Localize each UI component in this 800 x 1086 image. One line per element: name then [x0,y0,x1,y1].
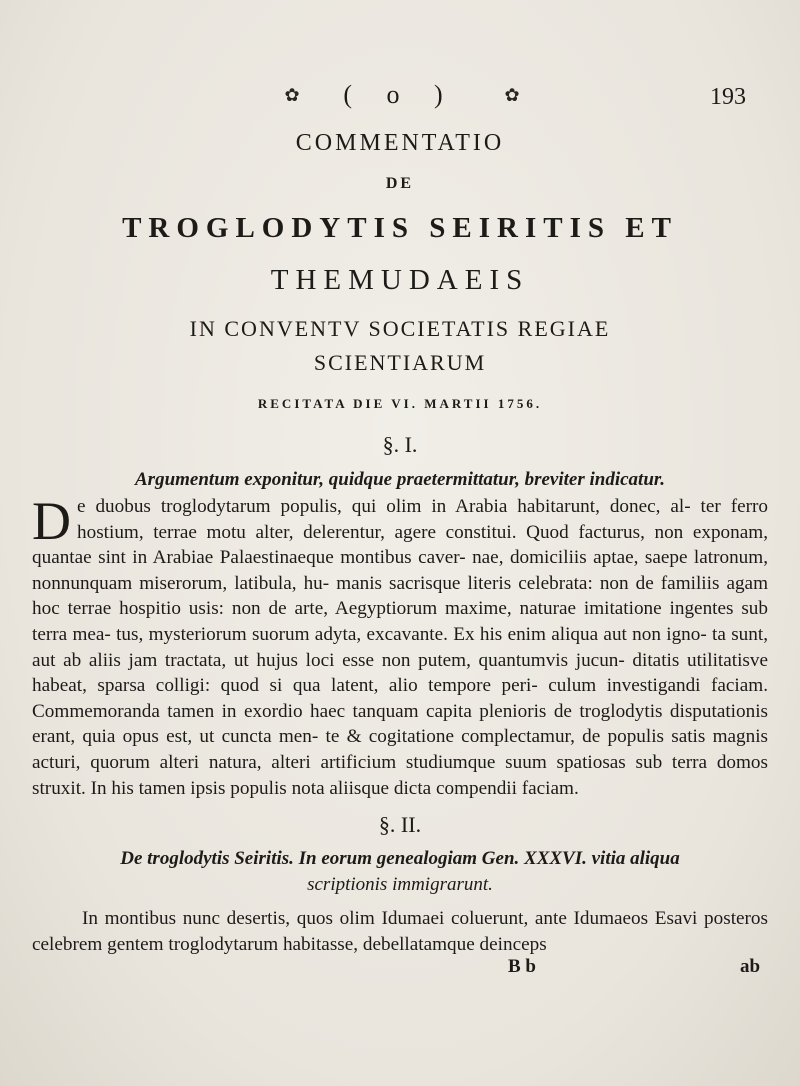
title-troglodytis: TROGLODYTIS SEIRITIS ET [122,212,678,244]
title-themudaeis: THEMUDAEIS [270,264,530,296]
section-2-paragraph: In montibus nunc desertis, quos olim Idumaei coluerunt, ante Idumaeos Esavi posteros celebrem gentem troglodytarum habitasse, debellatamque deinceps [32,908,768,955]
right-ornament-icon: ✿ [504,85,520,105]
title-scientiarum: SCIENTIARUM [313,350,487,375]
title-recitata-date: RECITATA DIE VI. MARTII 1756. [257,396,543,411]
title-de: DE [385,175,415,192]
catchword: ab [740,956,761,977]
title-conventu: IN CONVENTV SOCIETATIS REGIAE [189,316,611,341]
section-1-text: e duobus troglodytarum populis, qui olim in Arabia habitarunt, donec, al- ter ferro hostium, terrae motu alter, delerentur, agere constitui. Quod facturus, non exponam, quantae sint in Arabiae Palaestinaeque montibus caver- nae, domiciliis aptae, saepe latronum, nonnunquam miserorum, latibula, hu- manis sacrisque literis celebrata: non de familiis agam hoc terrae hospitio usis: non de arte, Aegyptiorum maxime, naturae imitatione ingentes sub terra mea- tus, mysteriorum suorum adyta, excavante. Ex his enim aliqua aut non igno- ta sunt, aut ab aliis jam tractata, ut hujus loci esse non putem, quantumvis jucun- ditatis utilitatisve habeat, sparsa colligi: quod si qua latent, alio tempore peri- culum investigandi faciam. Commemoranda tamen in exordio haec tanquam capita plenioris de troglodytis disputationis erant, quia opus est, ut cuncta men- te & cogitatione complectamur, de populis satis magnis acturi, quorum alteri natura, alteri artificium studiumque suum spatiosas sub terra domos struxit. In his tamen ipsis populis nota aliisque dicta compendii faciam. [32,496,768,799]
section-1-subtitle: Argumentum exponitur, quidque praetermittatur, breviter indicatur. [135,469,665,490]
section-2-subtitle-line1: De troglodytis Seiritis. In eorum genealogiam Gen. XXXVI. vitia aliqua [120,848,680,869]
section-1-mark: §. I. [382,432,418,457]
section-2-subtitle-line2: scriptionis immigrarunt. [307,874,493,895]
section-1-paragraph [32,491,768,801]
title-commentatio: COMMENTATIO [295,130,505,156]
page-marker: ( o ) [343,80,457,109]
signature-mark: B b [508,956,536,977]
page-number: 193 [710,84,746,110]
section-2-mark: §. II. [378,812,422,837]
left-ornament-icon: ✿ [284,85,300,105]
dropcap: D [32,491,71,551]
